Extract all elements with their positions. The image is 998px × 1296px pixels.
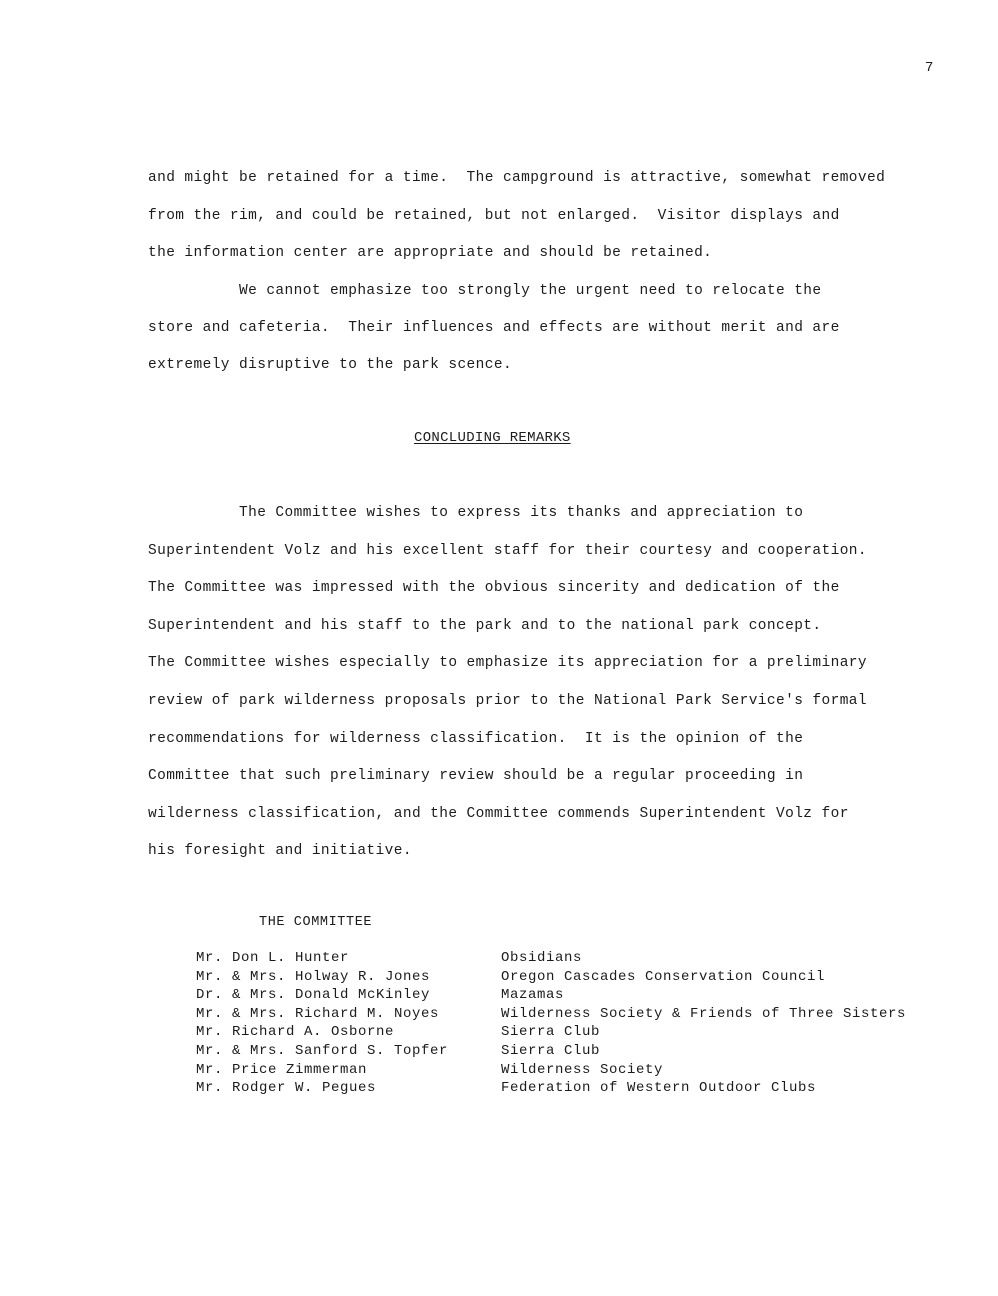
text-line: Superintendent and his staff to the park and to the national park concept. [148, 617, 822, 634]
member-name: Mr. Richard A. Osborne [196, 1024, 395, 1041]
member-name: Mr. & Mrs. Sanford S. Topfer [196, 1042, 449, 1059]
text-line: The Committee wishes especially to emphasize its appreciation for a preliminary [148, 655, 868, 672]
text-line: the information center are appropriate and should be retained. [148, 245, 713, 262]
member-name: Mr. Don L. Hunter [196, 950, 350, 966]
committee-title: THE COMMITTEE [259, 915, 373, 930]
text-line: review of park wilderness proposals prior to the National Park Service's formal [148, 692, 868, 709]
text-line: Superintendent Volz and his excellent staff for their courtesy and cooperation. [148, 542, 868, 559]
member-name: Mr. Price Zimmerman [196, 1061, 368, 1078]
text-line: We cannot emphasize too strongly the urgent need to relocate the [148, 283, 822, 299]
member-name: Mr. & Mrs. Holway R. Jones [196, 968, 431, 985]
member-organization: Sierra Club [501, 1024, 601, 1041]
text-line: from the rim, and could be retained, but not enlarged. Visitor displays and [148, 207, 840, 224]
committee-member-organizations [501, 949, 906, 1098]
text-line: and might be retained for a time. The campground is attractive, somewhat removed [148, 170, 886, 186]
member-name: Mr. Rodger W. Pegues [196, 1080, 377, 1097]
member-name: Mr. & Mrs. Richard M. Noyes [196, 1005, 440, 1022]
text-line: store and cafeteria. Their influences and effects are without merit and are [148, 320, 840, 337]
section-heading: CONCLUDING REMARKS [414, 430, 571, 446]
member-organization: Federation of Western Outdoor Clubs [501, 1080, 817, 1097]
text-line: The Committee was impressed with the obvious sincerity and dedication of the [148, 580, 840, 597]
text-line: Committee that such preliminary review should be a regular proceeding in [148, 768, 804, 785]
member-organization: Mazamas [501, 987, 565, 1004]
text-line: his foresight and initiative. [148, 843, 412, 860]
text-line: wilderness classification, and the Committee commends Superintendent Volz for [148, 805, 849, 822]
member-organization: Oregon Cascades Conservation Council [501, 968, 826, 985]
member-organization: Wilderness Society [501, 1061, 664, 1078]
text-line: The Committee wishes to express its thanks and appreciation to [148, 505, 804, 521]
text-line: recommendations for wilderness classification. It is the opinion of the [148, 730, 804, 747]
committee-member-names [196, 949, 448, 1098]
paragraph-concluding [148, 503, 918, 879]
page-number: 7 [925, 60, 934, 76]
member-name: Dr. & Mrs. Donald McKinley [196, 987, 431, 1004]
paragraph-store-cafeteria [148, 281, 918, 393]
member-organization: Sierra Club [501, 1042, 601, 1059]
member-organization: Wilderness Society & Friends of Three Sisters [501, 1005, 907, 1022]
paragraph-campground [148, 168, 918, 281]
member-organization: Obsidians [501, 950, 583, 966]
text-line: extremely disruptive to the park scence. [148, 357, 513, 374]
